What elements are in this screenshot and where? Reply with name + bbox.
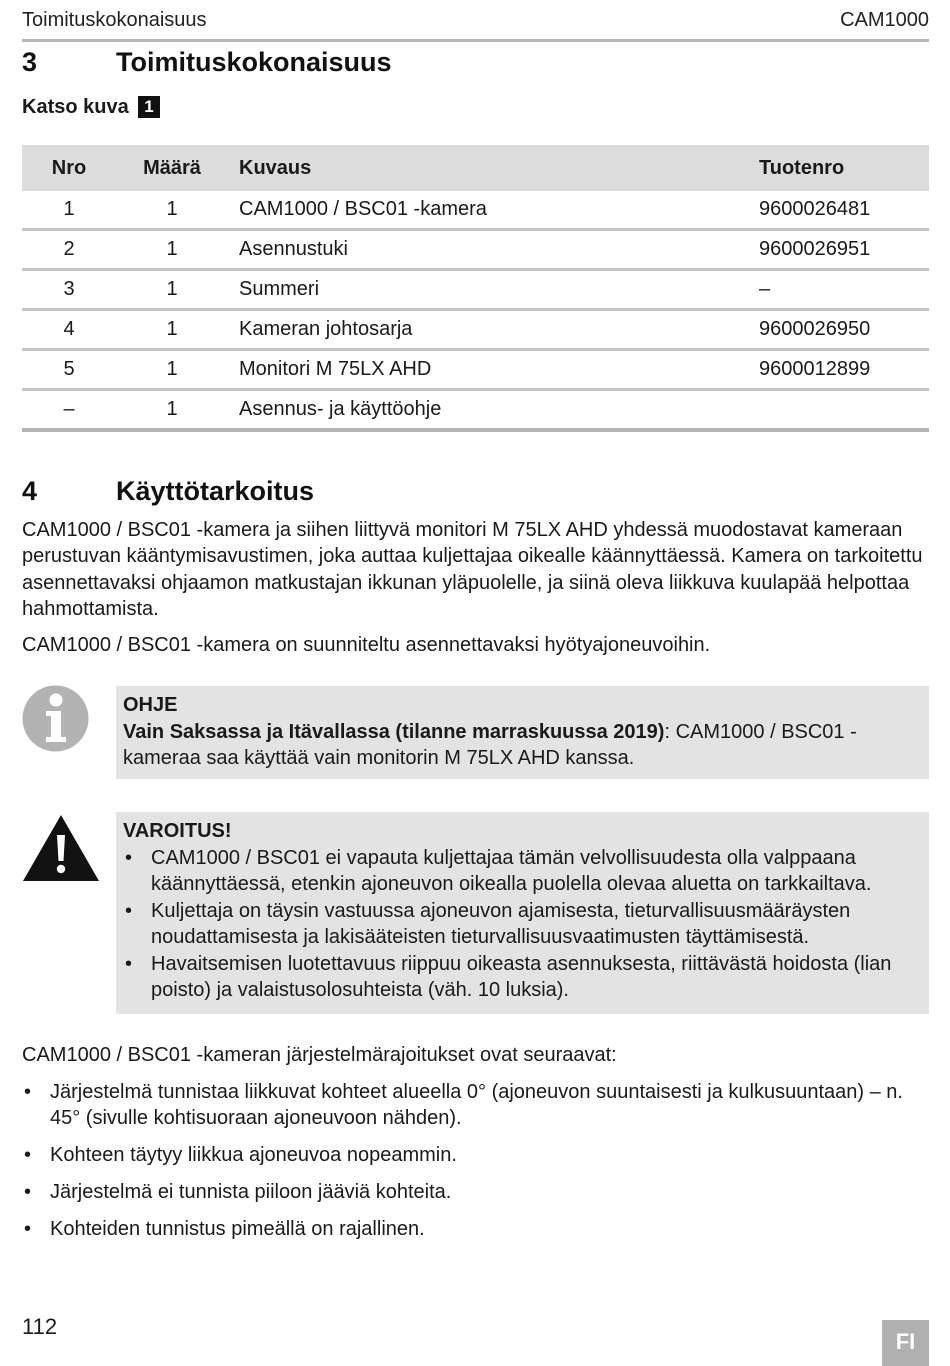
table-row: [22, 310, 929, 350]
cell-kuvaus: Asennus- ja käyttöohje: [228, 390, 759, 431]
figure-reference: [22, 96, 160, 119]
cell-kuvaus: Kameran johtosarja: [228, 310, 759, 350]
cell-kuvaus: CAM1000 / BSC01 -kamera: [228, 191, 759, 230]
section-3-heading: [22, 47, 392, 78]
cell-nro: 2: [22, 230, 116, 270]
column-header-kuvaus: Kuvaus: [239, 156, 312, 179]
warning-triangle-icon: [22, 813, 100, 883]
figure-number-badge: 1: [138, 96, 159, 118]
section-4-number: 4: [22, 476, 38, 506]
header-section-title: Toimituskokonaisuus: [22, 9, 207, 31]
cell-tuotenro: 9600026951: [759, 230, 929, 270]
cell-maara: 1: [116, 350, 228, 390]
section-3-number: 3: [22, 47, 38, 77]
warning-item: • Kuljettaja on täysin vastuussa ajoneuvon ajamisesta, tieturvallisuusmääräysten noudattamisesta ja lakisääteisten tieturvallisuusvaatimusten täyttämisestä.: [123, 898, 919, 951]
header-rule: [22, 39, 929, 42]
cell-nro: 5: [22, 350, 116, 390]
table-row: [22, 230, 929, 270]
table-row: [22, 270, 929, 310]
cell-maara: 1: [116, 191, 228, 230]
cell-tuotenro: 9600012899: [759, 350, 929, 390]
info-icon: [22, 685, 89, 752]
section-4-title: Käyttötarkoitus: [116, 476, 315, 506]
warning-item: • Havaitsemisen luotettavuus riippuu oikeasta asennuksesta, riittävästä hoidosta (lian poisto) ja valaistusolosuhteista (väh. 10 luksia).: [123, 951, 919, 1004]
cell-tuotenro: 9600026950: [759, 310, 929, 350]
cell-kuvaus: Monitori M 75LX AHD: [228, 350, 759, 390]
page-number: 112: [22, 1314, 58, 1339]
warning-box: [116, 812, 929, 1014]
column-header-maara: Määrä: [143, 156, 201, 179]
section-3-title: Toimituskokonaisuus: [116, 47, 392, 77]
table-row: [22, 390, 929, 431]
header-product-name: CAM1000: [840, 9, 929, 31]
section-4-heading: [22, 476, 314, 507]
warning-item: • CAM1000 / BSC01 ei vapauta kuljettajaa tämän velvollisuudesta olla valppaana käännyttäessä, etenkin ajoneuvon oikealla puolella olevaa aluetta on tarkkailtava.: [123, 845, 919, 898]
see-figure-label: Katso kuva: [22, 96, 129, 118]
table-row: [22, 350, 929, 390]
language-tab: FI: [882, 1320, 929, 1366]
list-item: • Järjestelmä tunnistaa liikkuvat kohteet alueella 0° (ajoneuvon suuntaisesti ja kulkusuuntaan) – n. 45° (sivulle kohtisuoraan ajoneuvoon nähden).: [22, 1079, 929, 1131]
note-title: OHJE: [123, 694, 178, 716]
cell-maara: 1: [116, 230, 228, 270]
note-bold-text: Vain Saksassa ja Itävallassa (tilanne marraskuussa 2019): [123, 720, 665, 743]
note-text: : CAM1000 / BSC01 -kameraa saa käyttää vain monitorin M 75LX AHD kanssa.: [123, 720, 857, 769]
warning-list: [123, 845, 919, 1004]
cell-maara: 1: [116, 270, 228, 310]
cell-tuotenro: 9600026481: [759, 191, 929, 230]
cell-maara: 1: [116, 390, 228, 431]
list-item: • Kohteen täytyy liikkua ajoneuvoa nopeammin.: [22, 1142, 929, 1168]
cell-tuotenro: –: [759, 270, 929, 310]
system-limits-list: [22, 1079, 929, 1253]
table-header-row: [22, 145, 929, 191]
column-header-nro: Nro: [51, 156, 87, 179]
cell-maara: 1: [116, 310, 228, 350]
cell-nro: 1: [22, 191, 116, 230]
note-body: [123, 719, 919, 772]
cell-nro: –: [22, 390, 116, 431]
delivery-contents-table: [22, 145, 929, 432]
list-item: • Järjestelmä ei tunnista piiloon jääviä kohteita.: [22, 1179, 929, 1205]
cell-nro: 4: [22, 310, 116, 350]
running-header: [22, 9, 929, 35]
system-limits-intro: CAM1000 / BSC01 -kameran järjestelmärajoitukset ovat seuraavat:: [22, 1044, 617, 1066]
warning-title: VAROITUS!: [123, 820, 232, 842]
cell-tuotenro: [759, 390, 929, 431]
intended-use-paragraph: CAM1000 / BSC01 -kamera ja siihen liittyvä monitori M 75LX AHD yhdessä muodostavat kameraan perustuvan kääntymisavustimen, joka auttaa kuljettajaa oikealle käännyttäessä. Kamera on tarkoitettu asennettavaksi ohjaamon matkustajan ikkunan yläpuolelle, ja siinä oleva liikkuva kuulapää helpottaa hahmottamista.: [22, 519, 923, 620]
cell-nro: 3: [22, 270, 116, 310]
vehicle-suitability-paragraph: CAM1000 / BSC01 -kamera on suunniteltu asennettavaksi hyötyajoneuvoihin.: [22, 634, 711, 656]
cell-kuvaus: Asennustuki: [228, 230, 759, 270]
manual-page: [22, 0, 929, 1366]
list-item: • Kohteiden tunnistus pimeällä on rajallinen.: [22, 1216, 929, 1242]
table-row: [22, 191, 929, 230]
column-header-tuotenro: Tuotenro: [759, 156, 845, 179]
cell-kuvaus: Summeri: [228, 270, 759, 310]
note-box: [116, 686, 929, 779]
